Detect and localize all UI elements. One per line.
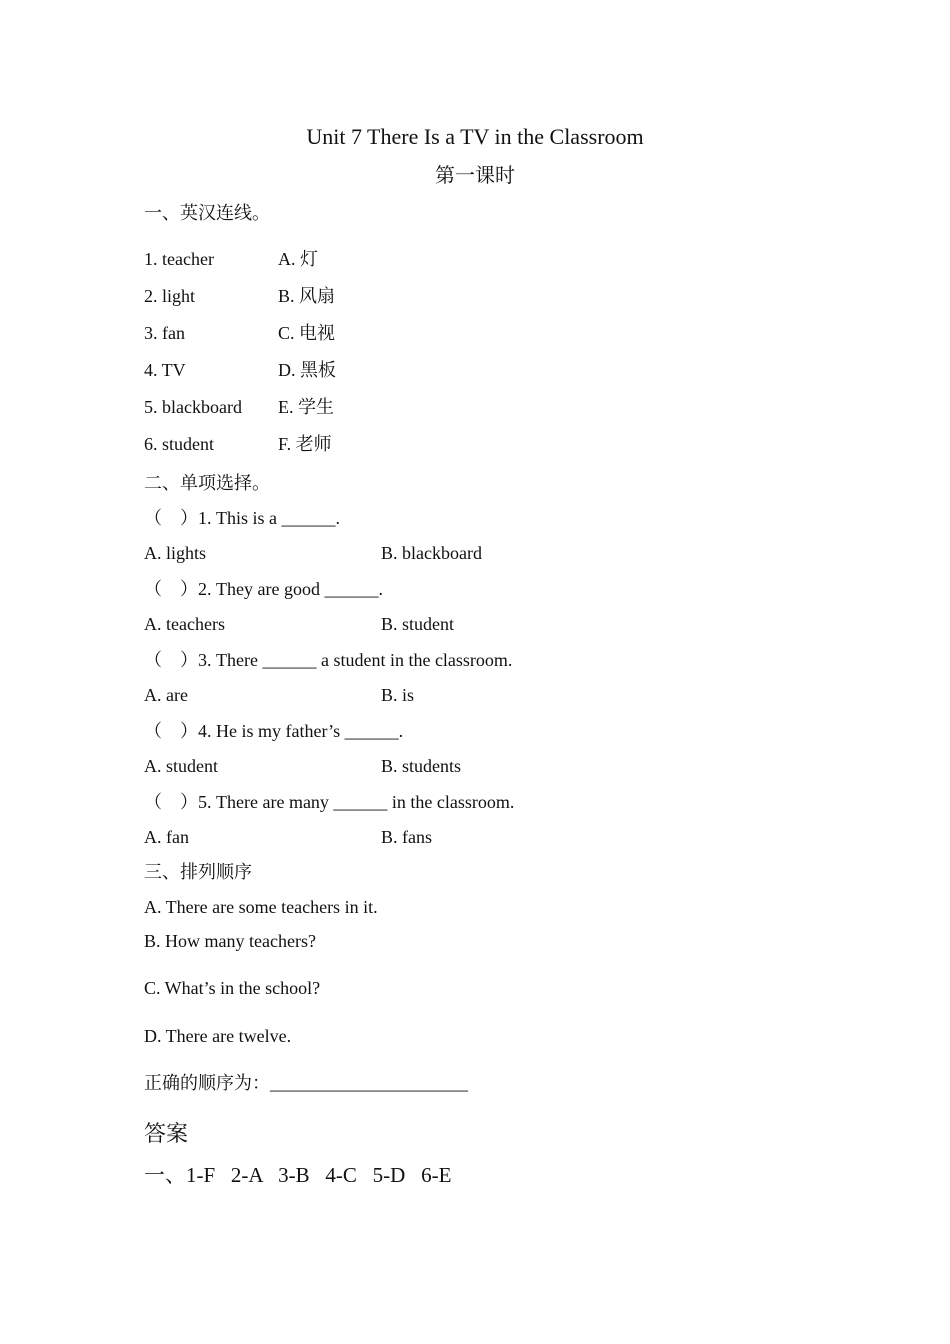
match-left-item: 3. fan (144, 323, 185, 343)
order-item: C. What’s in the school? (144, 978, 321, 998)
match-right-item: C. 电视 (278, 323, 336, 343)
match-left-item: 2. light (144, 286, 196, 306)
choice-option-b: B. blackboard (381, 543, 482, 563)
page-title: Unit 7 There Is a TV in the Classroom (306, 124, 644, 149)
section1-heading: 一、英汉连线。 (144, 203, 270, 223)
choice-option-b: B. is (381, 685, 415, 705)
match-left-item: 1. teacher (144, 249, 214, 269)
match-right-item: D. 黑板 (278, 360, 336, 380)
choice-option-a: A. teachers (144, 614, 225, 634)
choice-option-a: A. student (144, 756, 218, 776)
match-right-item: E. 学生 (278, 397, 334, 417)
section2-heading: 二、单项选择。 (144, 473, 270, 493)
match-right-item: F. 老师 (278, 434, 332, 454)
order-answer-line: 正确的顺序为：______________________ (144, 1073, 468, 1093)
match-left-item: 5. blackboard (144, 397, 242, 417)
choice-question: （ ）4. He is my father’s ______. (144, 721, 404, 741)
match-right-item: B. 风扇 (278, 286, 336, 306)
match-right-item: A. 灯 (278, 249, 318, 269)
choice-option-a: A. are (144, 685, 188, 705)
choice-option-a: A. lights (144, 543, 207, 563)
choice-option-a: A. fan (144, 827, 189, 847)
choice-question: （ ）5. There are many ______ in the classroom. (144, 792, 515, 812)
answers-line: 一、1-F 2-A 3-B 4-C 5-D 6-E (144, 1163, 452, 1187)
choice-option-b: B. students (381, 756, 462, 776)
answers-heading: 答案 (144, 1121, 189, 1146)
order-item: A. There are some teachers in it. (144, 897, 378, 917)
section3-heading: 三、排列顺序 (144, 862, 252, 882)
page-subtitle: 第一课时 (435, 165, 515, 187)
order-item: B. How many teachers? (144, 931, 316, 951)
order-item: D. There are twelve. (144, 1026, 292, 1046)
choice-question: （ ）1. This is a ______. (144, 508, 340, 528)
match-left-item: 6. student (144, 434, 214, 454)
match-left-item: 4. TV (144, 360, 186, 380)
choice-option-b: B. student (381, 614, 455, 634)
choice-option-b: B. fans (381, 827, 432, 847)
choice-question: （ ）2. They are good ______. (144, 579, 383, 599)
choice-question: （ ）3. There ______ a student in the classroom. (144, 650, 513, 670)
